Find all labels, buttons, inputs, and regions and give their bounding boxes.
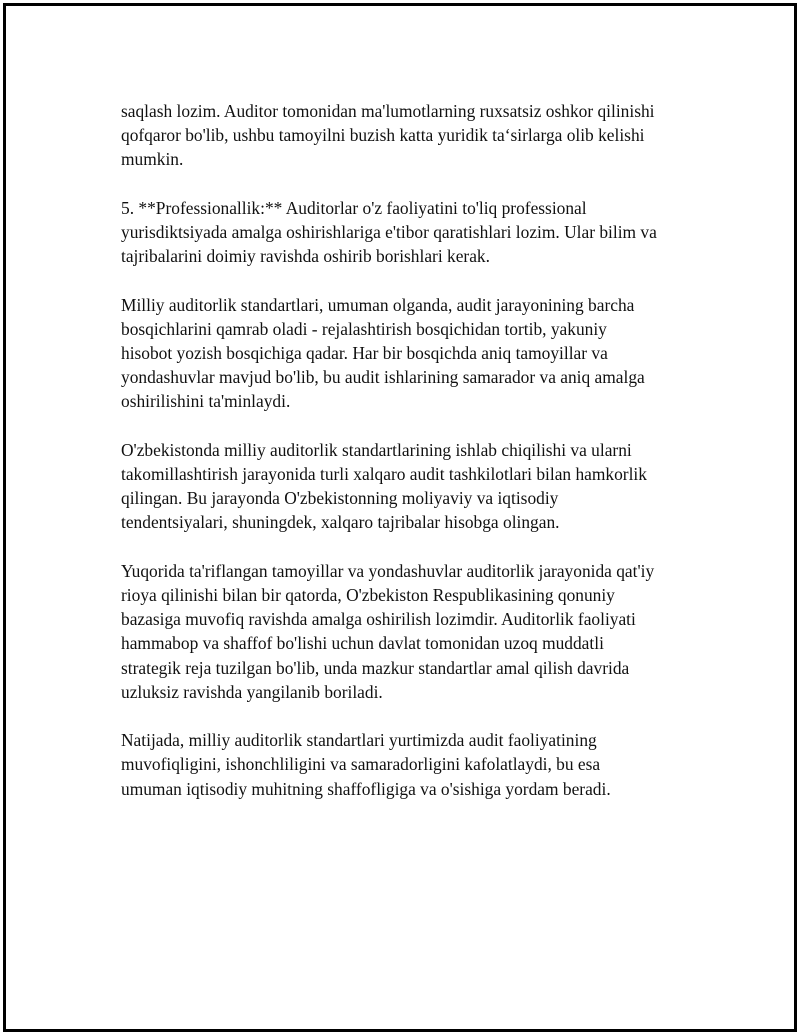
paragraph-legal-basis — [121, 559, 706, 704]
text-line: Yuqorida ta'riflangan tamoyillar va yondashuvlar auditorlik jarayonida qat'iy — [121, 560, 655, 581]
text-line: 5. **Professionallik:** Auditorlar o'z faoliyatini to'liq professional — [121, 197, 587, 218]
text-line: rioya qilinishi bilan bir qatorda, O'zbekiston Respublikasining qonuniy — [121, 585, 615, 605]
text-line: saqlash lozim. Auditor tomonidan ma'lumotlarning ruxsatsiz oshkor qilinishi — [121, 101, 655, 121]
text-line: bosqichlarini qamrab oladi - rejalashtirish bosqichidan tortib, yakuniy — [121, 318, 607, 339]
paragraph-professionalism — [121, 196, 706, 269]
document-body — [121, 99, 706, 825]
paragraph-conclusion — [121, 728, 706, 801]
text-line: tajribalarini doimiy ravishda oshirib borishlari kerak. — [121, 246, 490, 267]
text-line: yondashuvlar mavjud bo'lib, bu audit ishlarining samarador va aniq amalga — [121, 367, 645, 388]
text-line: mumkin. — [121, 149, 184, 170]
text-line: oshirilishini ta'minlaydi. — [121, 391, 291, 412]
paragraph-confidentiality-continuation — [121, 99, 706, 172]
text-line: umuman iqtisodiy muhitning shaffofligiga va o'sishiga yordam beradi. — [121, 778, 611, 799]
text-line: muvofiqligini, ishonchliligini va samaradorligini kafolatlaydi, bu esa — [121, 754, 601, 775]
text-line: takomillashtirish jarayonida turli xalqaro audit tashkilotlari bilan hamkorlik — [121, 464, 647, 484]
text-line: hisobot yozish bosqichiga qadar. Har bir bosqichda aniq tamoyillar va — [121, 343, 608, 363]
paragraph-standards-scope — [121, 293, 706, 414]
text-line: hammabop va shaffof bo'lishi uchun davlat tomonidan uzoq muddatli — [121, 633, 604, 654]
page-frame — [3, 3, 797, 1032]
text-line: tendentsiyalari, shuningdek, xalqaro tajribalar hisobga olingan. — [121, 512, 560, 533]
text-line: Natijada, milliy auditorlik standartlari yurtimizda audit faoliyatining — [121, 730, 597, 751]
text-line: yurisdiktsiyada amalga oshirishlariga e'tibor qaratishlari lozim. Ular bilim va — [121, 222, 657, 242]
text-line: Milliy auditorlik standartlari, umuman olganda, audit jarayonining barcha — [121, 294, 635, 315]
text-line: bazasiga muvofiq ravishda amalga oshirilish lozimdir. Auditorlik faoliyati — [121, 609, 636, 630]
paragraph-international-cooperation — [121, 438, 706, 535]
text-line: qilingan. Bu jarayonda O'zbekistonning moliyaviy va iqtisodiy — [121, 488, 559, 509]
text-line: strategik reja tuzilgan bo'lib, unda mazkur standartlar amal qilish davrida — [121, 657, 630, 678]
text-line: qofqaror bo'lib, ushbu tamoyilni buzish katta yuridik ta‘sirlarga olib kelishi — [121, 125, 645, 146]
text-line: O'zbekistonda milliy auditorlik standartlarining ishlab chiqilishi va ularni — [121, 439, 632, 460]
text-line: uzluksiz ravishda yangilanib boriladi. — [121, 681, 383, 702]
